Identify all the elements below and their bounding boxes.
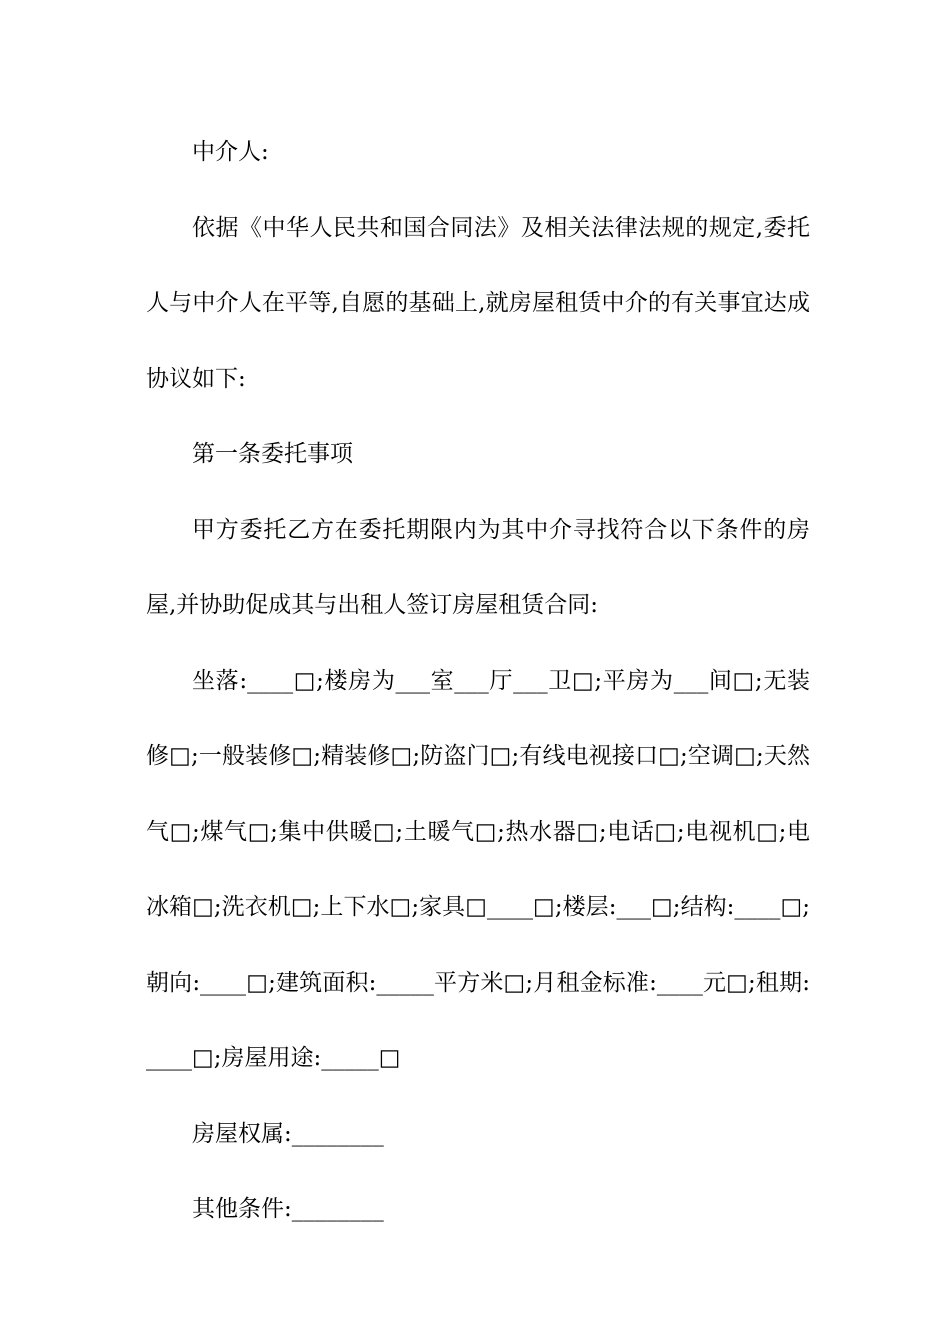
paragraph-commission: 甲方委托乙方在委托期限内为其中介寻找符合以下条件的房屋,并协助促成其与出租人签订房屋租赁合同:	[146, 516, 810, 618]
document-page	[146, 115, 810, 1248]
paragraph-intermediary: 中介人:	[192, 139, 269, 165]
paragraph-house-conditions: 坐落:____□;楼房为___室___厅___卫□;平房为___间□;无装修□;一般装修□;精装修□;防盗门□;有线电视接口□;空调□;天然气□;煤气□;集中供暖□;土暖气□;热水器□;电话□;电视机□;电冰箱□;洗衣机□;上下水□;家具□____□;楼层:___□;结构:____□;朝向:____□;建筑面积:_____平方米□;月租金标准:____元□;租期:____□;房屋用途:_____□	[146, 667, 810, 1071]
paragraph-other-conditions: 其他条件:________	[192, 1196, 384, 1222]
paragraph-ownership: 房屋权属:________	[192, 1120, 384, 1147]
paragraph-legal-basis: 依据《中华人民共和国合同法》及相关法律法规的规定,委托人与中介人在平等,自愿的基础上,就房屋租赁中介的有关事宜达成协议如下:	[146, 214, 810, 392]
paragraph-article-one-heading: 第一条委托事项	[192, 441, 353, 467]
